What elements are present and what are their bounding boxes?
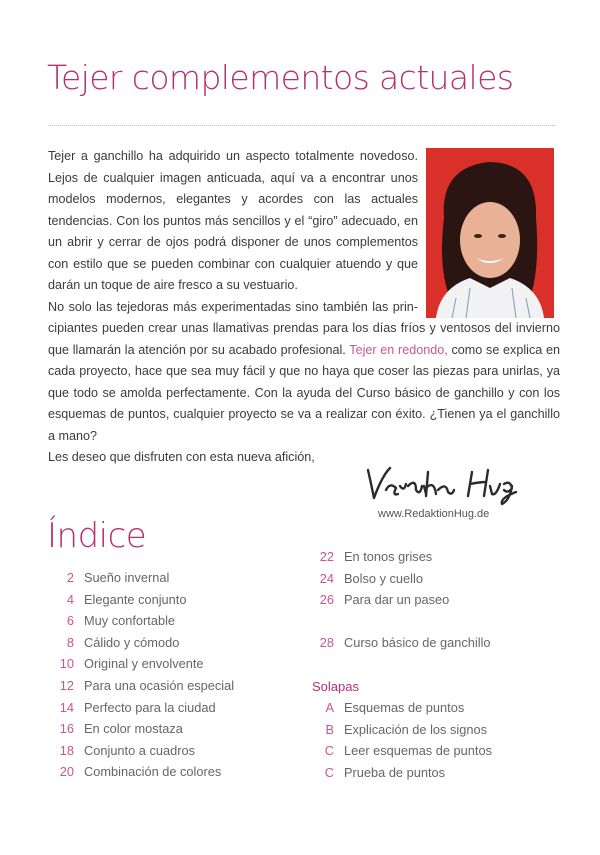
flap-entry[interactable] (308, 719, 492, 741)
toc-page-number: 4 (66, 591, 74, 607)
toc-label: Sueño invernal (84, 570, 170, 585)
toc-page-number: 18 (59, 742, 74, 758)
page-title: Tejer complementos actuales (47, 58, 514, 97)
toc-spacer (308, 654, 492, 676)
toc-entry[interactable] (48, 632, 234, 654)
toc-entry[interactable] (48, 567, 234, 589)
flaps-heading: Solapas (312, 678, 359, 694)
toc-page-number: 2 (66, 570, 74, 585)
flap-label: Prueba de puntos (344, 764, 446, 780)
toc-entry[interactable] (308, 589, 492, 611)
intro-paragraph-2 (48, 297, 560, 448)
toc-page-number: 16 (59, 721, 74, 737)
toc-entry[interactable] (48, 697, 234, 719)
toc-entry[interactable] (48, 740, 234, 762)
toc-entry[interactable] (48, 610, 234, 632)
flap-label: Esquemas de puntos (344, 700, 465, 716)
toc-entry[interactable] (48, 675, 234, 697)
flap-entry[interactable] (308, 697, 492, 719)
toc-page-number: 8 (66, 634, 74, 650)
toc-entry[interactable] (48, 718, 234, 740)
flap-entry[interactable] (308, 762, 492, 784)
website-url: www.RedaktionHug.de (378, 508, 490, 520)
intro-paragraph-2-text-end: como se explica en cada proyecto, hace que sea muy fácil y que no haya que coser las piezas para unirlas, ya que todo se amolda perfectamente. Con la ayuda del Curso básico de ganchillo y con los esquemas de puntos, cualquier proyecto se va a realizar con éxito. ¿Tienen ya el ganchillo a mano? (48, 342, 560, 443)
toc-label: Original y envolvente (84, 656, 204, 672)
toc-page-number: 14 (59, 699, 74, 715)
flap-letter: B (325, 721, 334, 737)
toc-entry[interactable] (48, 653, 234, 675)
toc-label: Para una ocasión especial (84, 677, 235, 693)
flap-letter: C (324, 764, 334, 780)
toc-label: Elegante conjunto (84, 591, 187, 607)
toc-label: Combinación de colores (84, 764, 222, 780)
highlight-tejer-en-redondo: Tejer en redondo, (349, 342, 448, 357)
toc-entry[interactable] (48, 761, 234, 783)
toc-page-number: 24 (319, 570, 334, 586)
toc-page-number: 12 (59, 677, 74, 693)
toc-label: Curso básico de ganchillo (344, 635, 491, 651)
intro-text (48, 146, 560, 469)
toc-page-number: 10 (59, 656, 74, 672)
toc-entry-course[interactable] (308, 632, 492, 654)
flap-letter: C (324, 743, 334, 759)
toc-entry[interactable] (48, 589, 234, 611)
toc-entry[interactable] (308, 568, 492, 590)
signature (360, 462, 550, 502)
toc-page-number: 6 (66, 613, 74, 629)
toc-page-number: 26 (319, 592, 334, 608)
toc-label: En color mostaza (84, 721, 183, 737)
toc-label: Muy confortable (84, 613, 176, 629)
toc-page-number: 28 (319, 635, 334, 651)
toc-spacer (308, 611, 492, 633)
toc-page-number: 22 (319, 549, 334, 564)
toc-label: Conjunto a cuadros (84, 742, 195, 758)
flap-label: Explicación de los signos (344, 721, 487, 737)
toc-label: Para dar un paseo (344, 592, 450, 608)
intro-paragraph-2-line-1: No solo las tejedoras más experimentadas sino también las prin- (48, 299, 418, 314)
flap-entry[interactable] (308, 740, 492, 762)
toc-entry[interactable] (308, 546, 492, 568)
flap-letter: A (325, 700, 334, 716)
closing-line: Les deseo que disfruten con esta nueva afición, (48, 450, 315, 464)
toc-label: En tonos grises (344, 549, 433, 564)
toc-right-column (308, 546, 492, 784)
toc-label: Bolso y cuello (344, 570, 423, 586)
toc-page-number: 20 (59, 764, 74, 780)
toc-left-column (48, 567, 234, 783)
intro-paragraph-1: Tejer a ganchillo ha adquirido un aspecto totalmente novedoso. Lejos de cualquier imagen anticuada, aquí va a encontrar unos modelos modernos, elegantes y acordes con las actuales tendencias. Con los puntos más sencillos y el “giro” adecuado, en un abrir y cerrar de ojos podrá disponer de unos complementos con estilo que se pueden combinar con cualquier atuendo y que darán un toque de aire fresco a su vestuario. (48, 149, 418, 292)
toc-label: Perfecto para la ciudad (84, 699, 216, 715)
intro-paragraph-2-text: cipiantes pueden crear unas llamativas prendas para los días fríos y ventosos del invierno que llamarán la atención por su acabado profesional. (48, 321, 560, 357)
flap-label: Leer esquemas de puntos (344, 743, 492, 759)
signature-icon (360, 462, 550, 506)
dotted-divider (48, 125, 555, 126)
index-title: Índice (47, 516, 147, 556)
toc-label: Cálido y cómodo (84, 634, 180, 650)
